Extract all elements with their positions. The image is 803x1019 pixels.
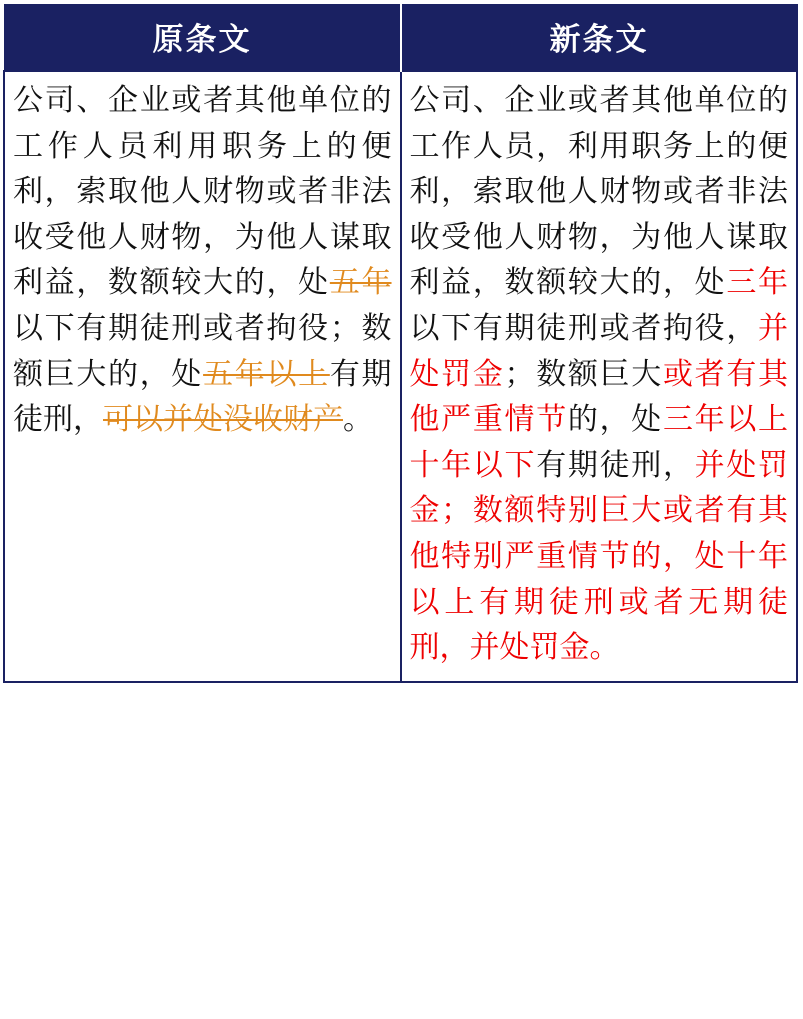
- text-segment: 公司、企业或者其他单位的工作人员利用职务上的便利，索取他人财物或者非法收受他人财物，为他人谋取利益，数额较大的，处: [13, 83, 392, 301]
- text-segment: 有期徒刑，: [13, 356, 392, 438]
- text-segment: 五年以上: [203, 356, 330, 392]
- text-segment: 。: [343, 402, 373, 438]
- old-provision-paragraph: [13, 78, 392, 443]
- old-provision-text: [4, 71, 401, 682]
- text-segment: 并处罚金；数额特别巨大或者有其他特别严重情节的，处十年以上有期徒刑或者无期徒刑，并处罚金。: [409, 447, 789, 666]
- text-segment: 五年: [329, 265, 392, 301]
- text-segment: 并处罚金: [409, 310, 788, 392]
- provision-comparison-table: [3, 4, 798, 683]
- text-segment: 有期徒刑，: [536, 447, 695, 483]
- table-body: [4, 71, 797, 682]
- text-segment: 三年以上十年以下: [409, 402, 789, 483]
- text-segment: 或者有其他严重情节: [409, 356, 789, 438]
- text-segment: 公司、企业或者其他单位的工作人员，利用职务上的便利，索取他人财物或者非法收受他人财物，为他人谋取利益，数额较大的，处: [409, 83, 788, 301]
- table-header: [4, 5, 797, 72]
- new-provision-text: [401, 71, 798, 682]
- text-segment: 以下有期徒刑或者拘役，: [409, 310, 758, 346]
- table-row: [4, 71, 797, 682]
- text-segment: ；数额巨大: [504, 356, 663, 392]
- column-header-new-provision: 新条文: [401, 5, 798, 72]
- text-segment: 可以并处没收财产: [103, 402, 343, 438]
- column-header-old-provision: 原条文: [4, 5, 401, 72]
- text-segment: 的，处: [567, 402, 663, 438]
- table-header-row: [4, 5, 797, 72]
- text-segment: 以下有期徒刑或者拘役；数额巨大的，处: [13, 310, 392, 392]
- text-segment: 三年: [726, 265, 789, 301]
- new-provision-paragraph: [410, 78, 789, 671]
